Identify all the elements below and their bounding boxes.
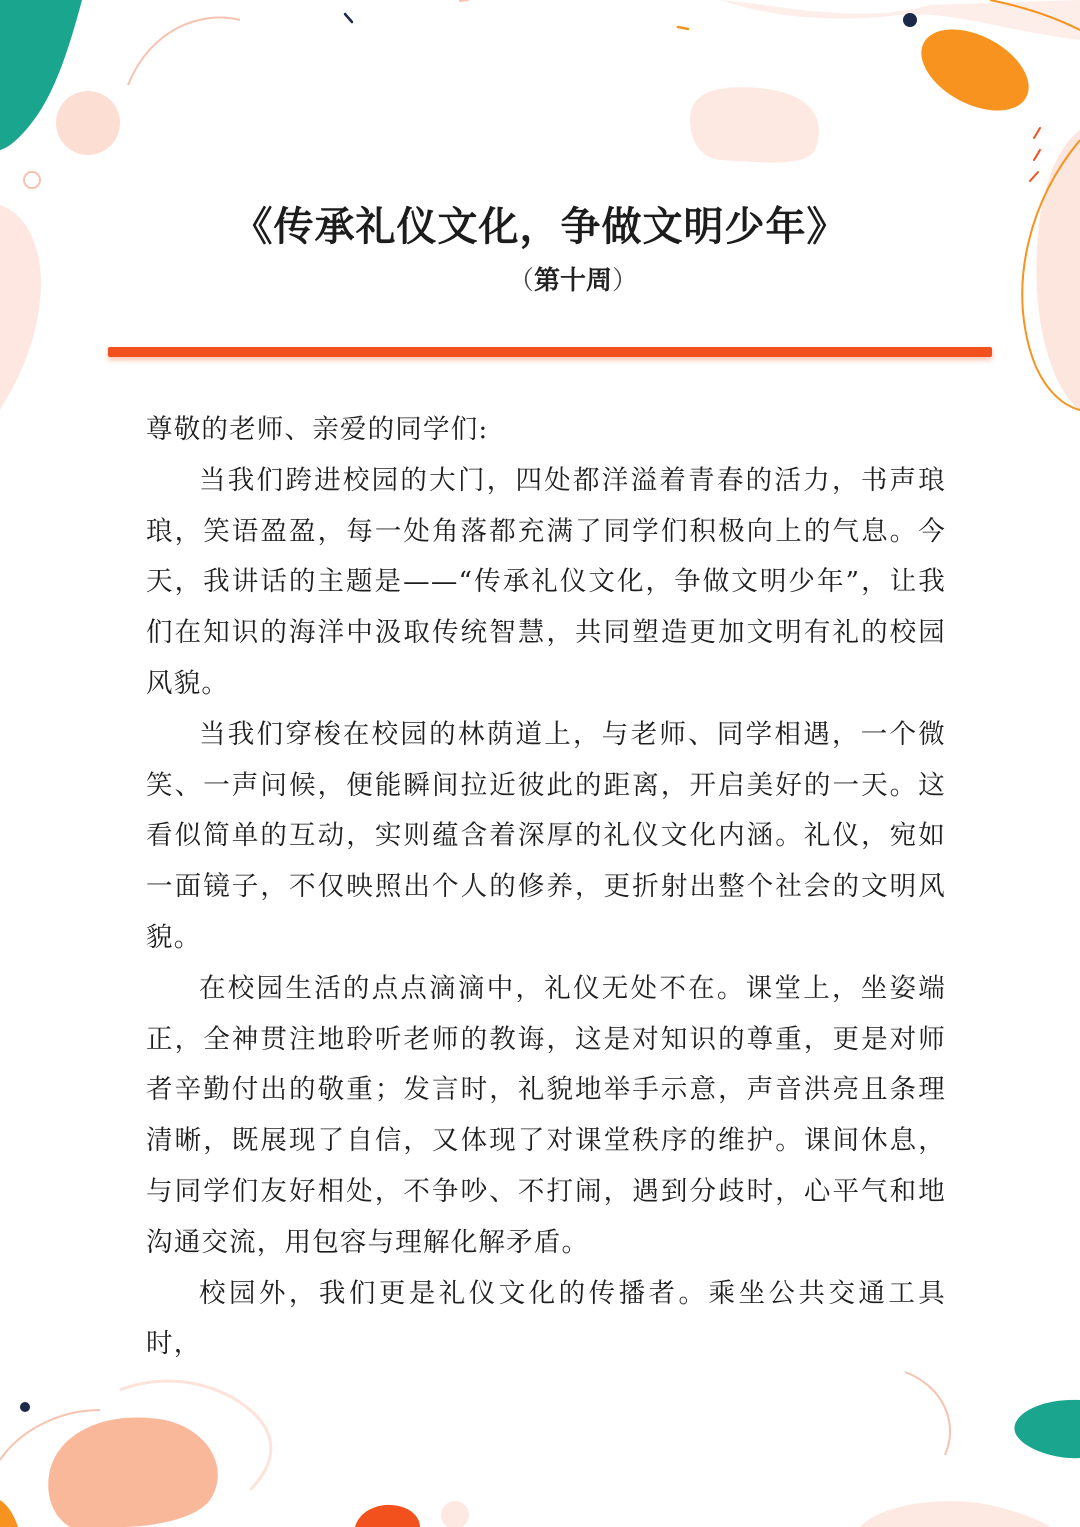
tick-right-1 <box>1034 128 1040 138</box>
orange-blob-top-right <box>908 13 1042 127</box>
salutation: 尊敬的老师、亲爱的同学们: <box>146 414 489 445</box>
subtitle-week: 第十周 <box>533 266 612 296</box>
line-arc-bottom-right <box>905 1372 950 1455</box>
ring-left <box>24 172 40 188</box>
paragraph: 当我们跨进校园的大门，四处都洋溢着青春的活力，书声琅琅，笑语盈盈，每一处角落都充满了同学们积极向上的气息。今天，我讲话的主题是——“传承礼仪文化，争做文明少年”，让我们在知识的海洋中汲取传统智慧，共同塑造更加文明有礼的校园风貌。 <box>146 464 946 699</box>
title-divider <box>108 347 992 357</box>
line-arc-bottom-left-1 <box>0 1410 100 1460</box>
tick-right-3 <box>1030 172 1038 181</box>
speech-body <box>146 405 946 1370</box>
teal-blob-top-left <box>0 0 82 150</box>
pale-circle-bottom-center <box>441 1501 469 1527</box>
line-arc-top-right <box>990 0 1080 30</box>
pale-wave-top-right <box>720 0 1080 40</box>
navy-dot-bottom-left <box>20 1402 30 1412</box>
paragraph: 在校园生活的点点滴滴中，礼仪无处不在。课堂上，坐姿端正，全神贯注地聆听老师的教诲，这是对知识的尊重，更是对师者辛勤付出的敬重；发言时，礼貌地举手示意，声音洪亮且条理清晰，既展现了自信，又体现了对课堂秩序的维护。课间休息，与同学们友好相处，不争吵、不打闹，遇到分歧时，心平气和地沟通交流，用包容与理解化解矛盾。 <box>146 972 946 1258</box>
pale-blob-bottom-right <box>860 1501 1050 1527</box>
teal-blob-bottom-right <box>1014 1400 1080 1458</box>
subtitle-open-paren: （ <box>507 266 534 296</box>
orange-blob-bottom-center <box>355 1505 420 1527</box>
line-arc-top-left <box>128 18 240 85</box>
document-title: 《传承礼仪文化，争做文明少年》 <box>232 204 848 250</box>
line-arc-bottom-left-2 <box>120 1381 271 1490</box>
peach-blob-bottom-left <box>48 1417 218 1527</box>
tick-right-2 <box>1034 150 1040 160</box>
pale-blob-top-right <box>690 87 819 162</box>
paragraph: 当我们穿梭在校园的林荫道上，与老师、同学相遇，一个微笑、一声问候，便能瞬间拉近彼此的距离，开启美好的一天。这看似简单的互动，实则蕴含着深厚的礼仪文化内涵。礼仪，宛如一面镜子，不仅映照出个人的修养，更折射出整个社会的文明风貌。 <box>146 718 946 953</box>
navy-dot-top-right <box>903 13 917 27</box>
stroke-top-3 <box>460 0 468 1</box>
document-subtitle <box>0 260 1080 297</box>
stroke-top-2 <box>678 27 688 29</box>
subtitle-close-paren: ） <box>612 266 639 296</box>
orange-sliver-bottom-left <box>0 1500 18 1527</box>
stroke-top-1 <box>345 14 352 22</box>
peach-circle-top-left <box>56 91 120 155</box>
paragraph: 校园外，我们更是礼仪文化的传播者。乘坐公共交通工具时， <box>146 1277 946 1360</box>
